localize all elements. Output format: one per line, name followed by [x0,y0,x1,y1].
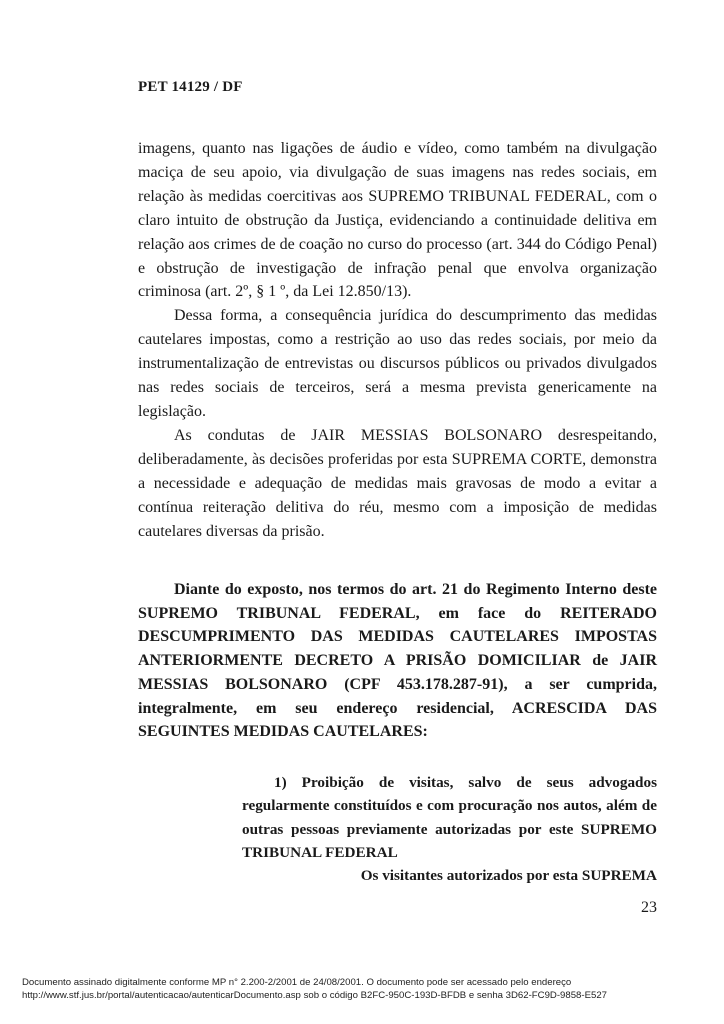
decision-paragraph: Diante do exposto, nos termos do art. 21 do Regimento Interno deste SUPREMO TRIBUNAL FEDERAL, em face do REITERADO DESCUMPRIMENTO DAS MEDIDAS CAUTELARES IMPOSTAS ANTERIORMENTE DECRETO A PRISÃO DOMICILIAR de JAIR MESSIAS BOLSONARO (CPF 453.178.287-91), a ser cumprida, integralmente, em seu endereço residencial, ACRESCIDA DAS SEGUINTES MEDIDAS CAUTELARES: [138,581,657,741]
footer-line-1: Documento assinado digitalmente conforme MP n° 2.200-2/2001 de 24/08/2001. O documento pode ser acessado pelo endereço [22,977,572,988]
measure-item-1: 1) Proibição de visitas, salvo de seus advogados regularmente constituídos e com procuração nos autos, além de outras pessoas previamente autorizadas por este SUPREMO TRIBUNAL FEDERAL [242,774,657,862]
document-header [138,79,243,96]
signature-footer [22,976,712,1002]
footer-line-2[interactable]: http://www.stf.jus.br/portal/autenticacao/autenticarDocumento.asp sob o código B2FC-950C-193D-BFDB e senha 3D62-FC9D-9858-E527 [22,990,607,1001]
decision-block [138,578,657,744]
measures-list [242,771,657,865]
paragraph-consequence: Dessa forma, a consequência jurídica do descumprimento das medidas cautelares impostas, como a restrição ao uso das redes sociais, por meio da instrumentalização de entrevistas ou discursos públicos ou privados divulgados nas redes sociais de terceiros, será a mesma prevista genericamente na legislação. [138,307,657,420]
measure-continuation: Os visitantes autorizados por esta SUPREMA [360,867,657,884]
paragraph-continuation: imagens, quanto nas ligações de áudio e vídeo, como também na divulgação maciça de seu apoio, via divulgação de suas imagens nas redes sociais, em relação às medidas coercitivas aos SUPREMO TRIBUNAL FEDERAL, com o claro intuito de obstrução da Justiça, evidenciando a continuidade delitiva em relação aos crimes de de coação no curso do processo (art. 344 do Código Penal) e obstrução de investigação de infração penal que envolva organização criminosa (art. 2º, § 1 º, da Lei 12.850/13). [138,140,657,301]
paragraph-conduct: As condutas de JAIR MESSIAS BOLSONARO desrespeitando, deliberadamente, às decisões proferidas por esta SUPREMA CORTE, demonstra a necessidade e adequação de medidas mais gravosas de modo a evitar a contínua reiteração delitiva do réu, mesmo com a imposição de medidas cautelares diversas da prisão. [138,426,657,540]
body-text [138,137,657,543]
case-number: PET 14129 / DF [138,79,243,95]
page-number: 23 [641,899,657,916]
